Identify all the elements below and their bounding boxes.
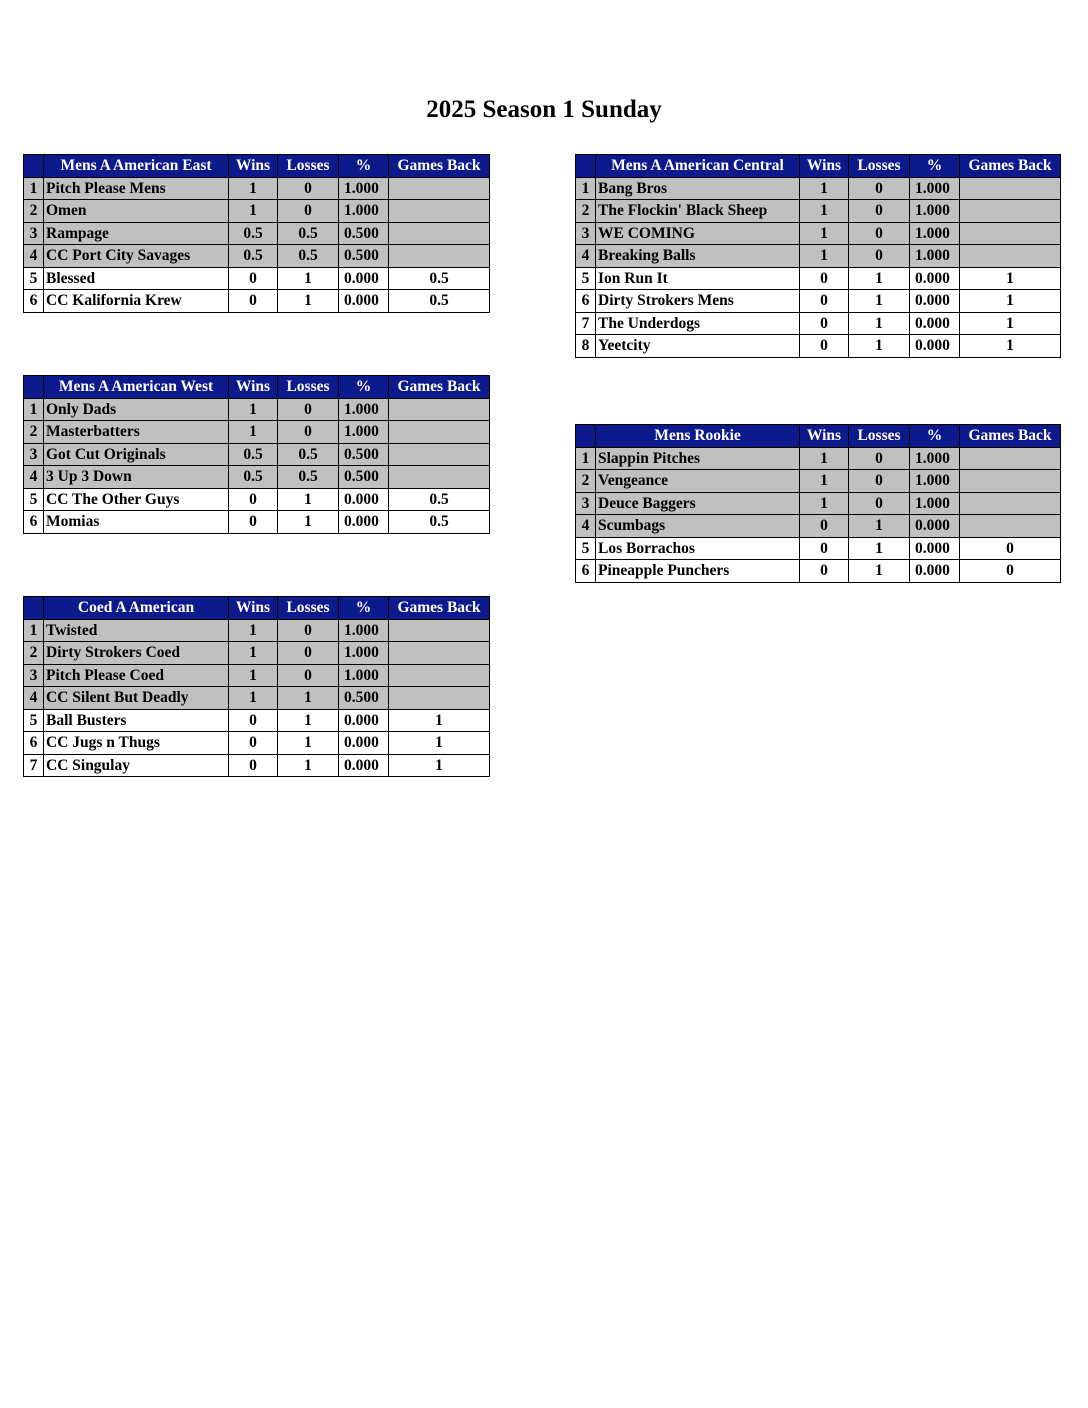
team-name-cell: Pineapple Punchers: [596, 560, 800, 583]
wins-cell: 0.5: [229, 245, 278, 268]
wins-cell: 1: [229, 664, 278, 687]
column-header: Losses: [278, 155, 339, 178]
games-back-cell: [389, 245, 490, 268]
table-row: [576, 267, 1061, 290]
column-header: Wins: [229, 155, 278, 178]
losses-cell: 1: [849, 290, 910, 313]
column-header: Games Back: [960, 155, 1061, 178]
games-back-cell: 0: [960, 537, 1061, 560]
table-row: [24, 245, 490, 268]
percentage-cell: 1.000: [910, 245, 960, 268]
table-header-row: [24, 597, 490, 620]
team-name-cell: Pitch Please Coed: [44, 664, 229, 687]
column-header: Wins: [229, 376, 278, 399]
team-name-cell: Got Cut Originals: [44, 443, 229, 466]
rank-cell: 4: [24, 245, 44, 268]
division-name: Mens A American West: [44, 376, 229, 399]
rank-cell: 1: [24, 398, 44, 421]
wins-cell: 0.5: [229, 443, 278, 466]
team-name-cell: Dirty Strokers Mens: [596, 290, 800, 313]
rank-header: [24, 376, 44, 399]
losses-cell: 0: [278, 642, 339, 665]
rank-header: [576, 155, 596, 178]
percentage-cell: 1.000: [339, 398, 389, 421]
rank-cell: 3: [24, 222, 44, 245]
table-row: [24, 642, 490, 665]
wins-cell: 0: [229, 290, 278, 313]
games-back-cell: 1: [960, 290, 1061, 313]
losses-cell: 0.5: [278, 245, 339, 268]
losses-cell: 0: [278, 177, 339, 200]
games-back-cell: 0.5: [389, 267, 490, 290]
rank-cell: 1: [24, 619, 44, 642]
rank-cell: 1: [24, 177, 44, 200]
rank-header: [576, 425, 596, 448]
page-title: 2025 Season 1 Sunday: [426, 96, 662, 123]
rank-cell: 1: [576, 447, 596, 470]
table-row: [24, 732, 490, 755]
games-back-cell: [389, 443, 490, 466]
team-name-cell: WE COMING: [596, 222, 800, 245]
losses-cell: 1: [278, 511, 339, 534]
losses-cell: 0: [849, 447, 910, 470]
rank-cell: 6: [24, 732, 44, 755]
games-back-cell: [389, 687, 490, 710]
table-row: [576, 537, 1061, 560]
games-back-cell: 1: [389, 709, 490, 732]
team-name-cell: Ion Run It: [596, 267, 800, 290]
rank-cell: 7: [576, 312, 596, 335]
rank-cell: 2: [576, 470, 596, 493]
losses-cell: 0: [278, 200, 339, 223]
wins-cell: 1: [800, 222, 849, 245]
wins-cell: 1: [229, 642, 278, 665]
table-row: [576, 515, 1061, 538]
table-row: [576, 290, 1061, 313]
table-row: [24, 200, 490, 223]
rank-cell: 5: [24, 267, 44, 290]
games-back-cell: 1: [389, 732, 490, 755]
standings-table-mens-a-american-west: [23, 375, 490, 534]
rank-cell: 4: [24, 466, 44, 489]
table-row: [24, 421, 490, 444]
games-back-cell: [389, 177, 490, 200]
percentage-cell: 0.000: [339, 290, 389, 313]
rank-cell: 7: [24, 754, 44, 777]
losses-cell: 1: [278, 290, 339, 313]
games-back-cell: 1: [389, 754, 490, 777]
games-back-cell: 0.5: [389, 511, 490, 534]
games-back-cell: [389, 398, 490, 421]
wins-cell: 0.5: [229, 466, 278, 489]
percentage-cell: 0.000: [339, 709, 389, 732]
losses-cell: 1: [278, 267, 339, 290]
table-row: [576, 245, 1061, 268]
games-back-cell: 1: [960, 312, 1061, 335]
table-row: [24, 664, 490, 687]
table-row: [24, 488, 490, 511]
percentage-cell: 0.000: [910, 312, 960, 335]
games-back-cell: [389, 222, 490, 245]
losses-cell: 0: [849, 177, 910, 200]
column-header: %: [339, 597, 389, 620]
rank-cell: 6: [576, 560, 596, 583]
percentage-cell: 0.000: [339, 732, 389, 755]
games-back-cell: [960, 470, 1061, 493]
rank-cell: 6: [24, 511, 44, 534]
division-name: Mens Rookie: [596, 425, 800, 448]
games-back-cell: 0.5: [389, 488, 490, 511]
losses-cell: 1: [278, 709, 339, 732]
team-name-cell: CC Port City Savages: [44, 245, 229, 268]
team-name-cell: Twisted: [44, 619, 229, 642]
table-row: [24, 222, 490, 245]
division-name: Mens A American East: [44, 155, 229, 178]
column-header: %: [339, 376, 389, 399]
wins-cell: 0: [229, 511, 278, 534]
losses-cell: 0.5: [278, 466, 339, 489]
percentage-cell: 0.000: [910, 537, 960, 560]
wins-cell: 1: [800, 200, 849, 223]
standings-table-mens-a-american-central: [575, 154, 1061, 358]
team-name-cell: Bang Bros: [596, 177, 800, 200]
games-back-cell: [960, 492, 1061, 515]
team-name-cell: 3 Up 3 Down: [44, 466, 229, 489]
table-header-row: [576, 155, 1061, 178]
wins-cell: 1: [229, 200, 278, 223]
wins-cell: 0: [800, 560, 849, 583]
percentage-cell: 1.000: [339, 642, 389, 665]
table-header-row: [24, 155, 490, 178]
losses-cell: 0: [849, 245, 910, 268]
rank-cell: 5: [576, 267, 596, 290]
games-back-cell: [389, 664, 490, 687]
rank-cell: 3: [24, 664, 44, 687]
rank-cell: 4: [24, 687, 44, 710]
table-row: [576, 200, 1061, 223]
team-name-cell: CC Silent But Deadly: [44, 687, 229, 710]
rank-cell: 5: [24, 709, 44, 732]
games-back-cell: 0: [960, 560, 1061, 583]
percentage-cell: 1.000: [339, 421, 389, 444]
table-row: [24, 267, 490, 290]
table-row: [24, 687, 490, 710]
table-row: [576, 470, 1061, 493]
games-back-cell: [960, 177, 1061, 200]
table-header-row: [576, 425, 1061, 448]
wins-cell: 0: [800, 335, 849, 358]
losses-cell: 0.5: [278, 222, 339, 245]
team-name-cell: CC The Other Guys: [44, 488, 229, 511]
team-name-cell: The Underdogs: [596, 312, 800, 335]
losses-cell: 1: [278, 754, 339, 777]
percentage-cell: 1.000: [339, 619, 389, 642]
wins-cell: 0: [800, 312, 849, 335]
percentage-cell: 1.000: [910, 177, 960, 200]
team-name-cell: Scumbags: [596, 515, 800, 538]
games-back-cell: [389, 466, 490, 489]
rank-cell: 2: [576, 200, 596, 223]
wins-cell: 1: [800, 470, 849, 493]
percentage-cell: 0.000: [910, 560, 960, 583]
column-header: Losses: [849, 155, 910, 178]
rank-cell: 6: [576, 290, 596, 313]
team-name-cell: Blessed: [44, 267, 229, 290]
table-row: [576, 222, 1061, 245]
team-name-cell: CC Singulay: [44, 754, 229, 777]
team-name-cell: Pitch Please Mens: [44, 177, 229, 200]
rank-cell: 5: [576, 537, 596, 560]
losses-cell: 1: [849, 560, 910, 583]
wins-cell: 1: [229, 687, 278, 710]
games-back-cell: [960, 515, 1061, 538]
table-row: [24, 511, 490, 534]
losses-cell: 1: [278, 732, 339, 755]
rank-cell: 3: [576, 492, 596, 515]
team-name-cell: Deuce Baggers: [596, 492, 800, 515]
percentage-cell: 1.000: [910, 222, 960, 245]
games-back-cell: [960, 447, 1061, 470]
losses-cell: 1: [278, 687, 339, 710]
table-row: [24, 398, 490, 421]
wins-cell: 0: [800, 290, 849, 313]
table-row: [24, 177, 490, 200]
table-row: [576, 492, 1061, 515]
rank-header: [24, 597, 44, 620]
team-name-cell: Yeetcity: [596, 335, 800, 358]
team-name-cell: Los Borrachos: [596, 537, 800, 560]
team-name-cell: CC Kalifornia Krew: [44, 290, 229, 313]
losses-cell: 0: [278, 619, 339, 642]
rank-cell: 1: [576, 177, 596, 200]
column-header: Wins: [800, 155, 849, 178]
rank-cell: 4: [576, 515, 596, 538]
table-row: [24, 709, 490, 732]
standings-table-mens-a-american-east: [23, 154, 490, 313]
games-back-cell: [960, 245, 1061, 268]
losses-cell: 0.5: [278, 443, 339, 466]
wins-cell: 0: [229, 267, 278, 290]
losses-cell: 0: [278, 664, 339, 687]
team-name-cell: Omen: [44, 200, 229, 223]
percentage-cell: 1.000: [339, 664, 389, 687]
rank-cell: 3: [576, 222, 596, 245]
losses-cell: 0: [278, 398, 339, 421]
table-row: [24, 466, 490, 489]
column-header: Wins: [800, 425, 849, 448]
losses-cell: 1: [849, 267, 910, 290]
games-back-cell: [960, 200, 1061, 223]
games-back-cell: [389, 642, 490, 665]
losses-cell: 1: [849, 537, 910, 560]
games-back-cell: [389, 619, 490, 642]
games-back-cell: 1: [960, 335, 1061, 358]
column-header: %: [339, 155, 389, 178]
table-row: [24, 619, 490, 642]
wins-cell: 0: [229, 732, 278, 755]
standings-table-mens-rookie: [575, 424, 1061, 583]
rank-header: [24, 155, 44, 178]
games-back-cell: [389, 421, 490, 444]
team-name-cell: Ball Busters: [44, 709, 229, 732]
losses-cell: 0: [849, 470, 910, 493]
games-back-cell: [389, 200, 490, 223]
team-name-cell: Vengeance: [596, 470, 800, 493]
losses-cell: 0: [849, 222, 910, 245]
rank-cell: 4: [576, 245, 596, 268]
rank-cell: 2: [24, 200, 44, 223]
wins-cell: 0: [800, 515, 849, 538]
percentage-cell: 0.000: [910, 515, 960, 538]
losses-cell: 0: [278, 421, 339, 444]
wins-cell: 1: [229, 619, 278, 642]
column-header: %: [910, 425, 960, 448]
division-name: Mens A American Central: [596, 155, 800, 178]
games-back-cell: 0.5: [389, 290, 490, 313]
wins-cell: 0: [229, 754, 278, 777]
percentage-cell: 1.000: [910, 200, 960, 223]
percentage-cell: 0.500: [339, 687, 389, 710]
wins-cell: 1: [229, 421, 278, 444]
team-name-cell: Slappin Pitches: [596, 447, 800, 470]
wins-cell: 0: [229, 488, 278, 511]
team-name-cell: CC Jugs n Thugs: [44, 732, 229, 755]
losses-cell: 0: [849, 492, 910, 515]
team-name-cell: Dirty Strokers Coed: [44, 642, 229, 665]
team-name-cell: Masterbatters: [44, 421, 229, 444]
rank-cell: 3: [24, 443, 44, 466]
team-name-cell: Only Dads: [44, 398, 229, 421]
rank-cell: 2: [24, 421, 44, 444]
percentage-cell: 0.000: [339, 488, 389, 511]
table-row: [576, 177, 1061, 200]
percentage-cell: 1.000: [910, 492, 960, 515]
percentage-cell: 0.000: [910, 335, 960, 358]
wins-cell: 1: [229, 177, 278, 200]
team-name-cell: Momias: [44, 511, 229, 534]
wins-cell: 1: [800, 492, 849, 515]
rank-cell: 6: [24, 290, 44, 313]
wins-cell: 0: [800, 267, 849, 290]
column-header: Wins: [229, 597, 278, 620]
column-header: Games Back: [389, 597, 490, 620]
table-row: [24, 290, 490, 313]
percentage-cell: 0.000: [339, 267, 389, 290]
losses-cell: 1: [849, 312, 910, 335]
losses-cell: 1: [849, 515, 910, 538]
column-header: Losses: [278, 376, 339, 399]
losses-cell: 0: [849, 200, 910, 223]
percentage-cell: 0.000: [339, 754, 389, 777]
table-row: [24, 443, 490, 466]
wins-cell: 1: [800, 245, 849, 268]
rank-cell: 8: [576, 335, 596, 358]
team-name-cell: Rampage: [44, 222, 229, 245]
percentage-cell: 0.500: [339, 245, 389, 268]
table-row: [576, 312, 1061, 335]
losses-cell: 1: [849, 335, 910, 358]
wins-cell: 0: [800, 537, 849, 560]
table-row: [576, 335, 1061, 358]
percentage-cell: 0.000: [339, 511, 389, 534]
wins-cell: 0.5: [229, 222, 278, 245]
wins-cell: 0: [229, 709, 278, 732]
percentage-cell: 0.000: [910, 267, 960, 290]
column-header: Games Back: [389, 155, 490, 178]
percentage-cell: 0.500: [339, 466, 389, 489]
standings-table-coed-a-american: [23, 596, 490, 777]
division-name: Coed A American: [44, 597, 229, 620]
column-header: Games Back: [389, 376, 490, 399]
percentage-cell: 0.000: [910, 290, 960, 313]
table-row: [576, 447, 1061, 470]
percentage-cell: 1.000: [339, 200, 389, 223]
percentage-cell: 1.000: [910, 470, 960, 493]
column-header: Losses: [849, 425, 910, 448]
percentage-cell: 1.000: [910, 447, 960, 470]
losses-cell: 1: [278, 488, 339, 511]
column-header: %: [910, 155, 960, 178]
table-row: [576, 560, 1061, 583]
table-row: [24, 754, 490, 777]
percentage-cell: 1.000: [339, 177, 389, 200]
column-header: Losses: [278, 597, 339, 620]
column-header: Games Back: [960, 425, 1061, 448]
wins-cell: 1: [229, 398, 278, 421]
team-name-cell: Breaking Balls: [596, 245, 800, 268]
wins-cell: 1: [800, 447, 849, 470]
table-header-row: [24, 376, 490, 399]
percentage-cell: 0.500: [339, 222, 389, 245]
rank-cell: 5: [24, 488, 44, 511]
games-back-cell: 1: [960, 267, 1061, 290]
wins-cell: 1: [800, 177, 849, 200]
games-back-cell: [960, 222, 1061, 245]
team-name-cell: The Flockin' Black Sheep: [596, 200, 800, 223]
rank-cell: 2: [24, 642, 44, 665]
percentage-cell: 0.500: [339, 443, 389, 466]
